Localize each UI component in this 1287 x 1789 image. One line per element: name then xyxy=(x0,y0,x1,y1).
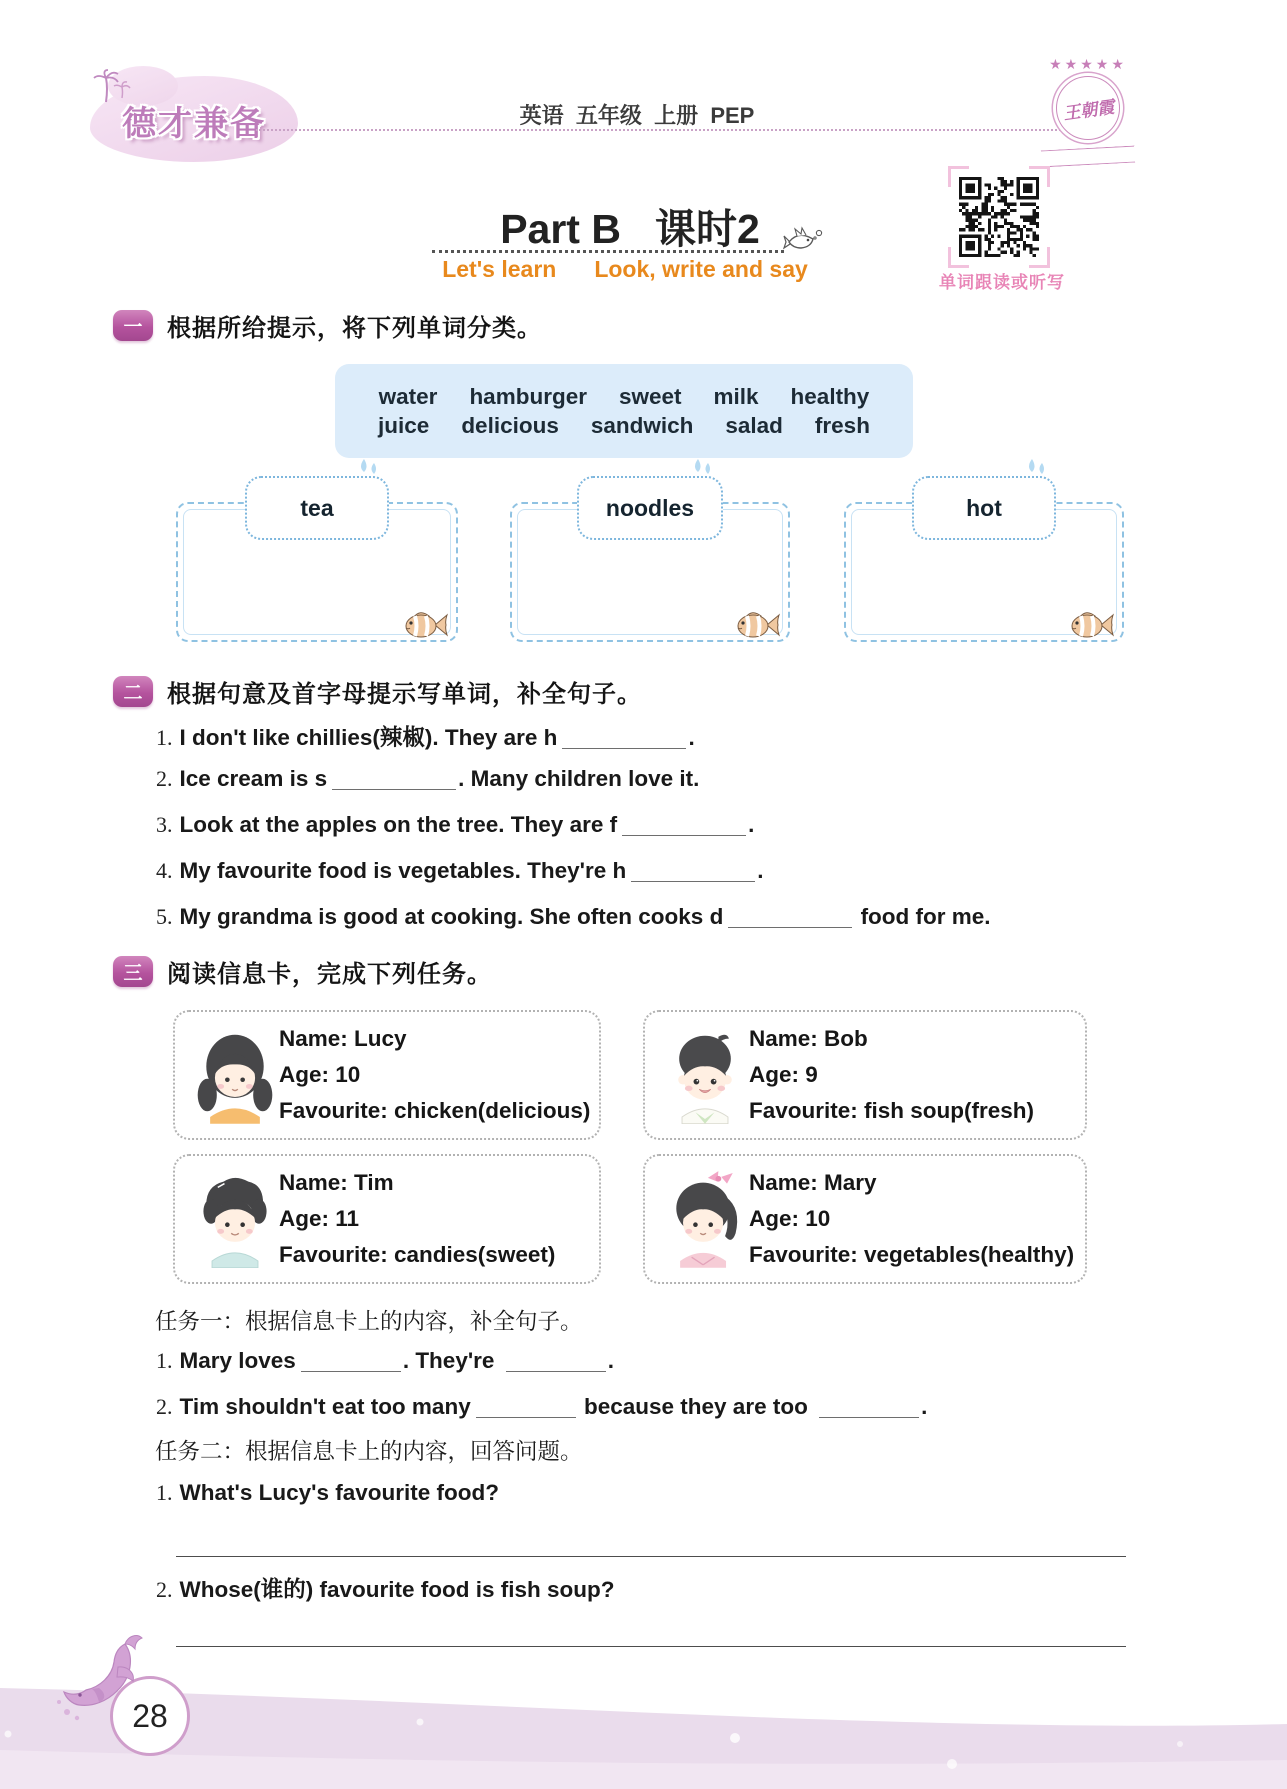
qr-code xyxy=(959,177,1039,257)
card-name: Name: Lucy xyxy=(279,1026,407,1051)
avatar-lucy xyxy=(191,1024,279,1124)
lesson-subtitle-left: Let's learn xyxy=(442,256,557,282)
section2-header xyxy=(113,674,642,709)
card-favourite: Favourite: fish soup(fresh) xyxy=(749,1098,1035,1123)
answer-blank xyxy=(562,726,686,749)
page-title xyxy=(0,196,1260,255)
category-label-hot: hot xyxy=(912,476,1056,540)
word: salad xyxy=(725,412,783,438)
section1-header xyxy=(113,308,542,343)
card-favourite: Favourite: vegetables(healthy) xyxy=(749,1242,1075,1267)
question-text: Whose(谁的) favourite food is fish soup? xyxy=(179,1577,615,1602)
sentence-text: I don't like chillies(辣椒). They are h xyxy=(179,725,558,750)
clownfish-icon xyxy=(1068,608,1116,642)
word: milk xyxy=(713,383,759,409)
stamp-stars-icon: ★★★★★ xyxy=(1049,56,1127,72)
sentence-text: Mary loves xyxy=(179,1348,296,1373)
sentence-text: . They're xyxy=(402,1348,495,1373)
author-stamp xyxy=(1026,56,1150,178)
info-card-mary xyxy=(643,1154,1087,1284)
water-drops-icon xyxy=(356,458,380,480)
fill-blank-sentence xyxy=(156,858,763,884)
word: sandwich xyxy=(590,412,694,438)
section1-badge: 一 xyxy=(113,310,153,341)
card-name: Name: Mary xyxy=(749,1170,877,1195)
section3-title: 阅读信息卡，完成下列任务。 xyxy=(167,961,492,988)
water-drops-icon xyxy=(1024,458,1048,480)
qr-frame xyxy=(948,166,1050,268)
answer-blank xyxy=(728,905,852,928)
task2-label: 任务二：根据信息卡上的内容，回答问题。 xyxy=(155,1439,583,1464)
sentence-number: 5. xyxy=(156,904,173,929)
word: healthy xyxy=(790,383,870,409)
stamp-author-name: 王朝霞 xyxy=(1061,97,1115,123)
info-card-tim xyxy=(173,1154,601,1284)
dolphin-icon xyxy=(55,1632,147,1724)
word: sweet xyxy=(618,383,682,409)
avatar-tim xyxy=(191,1168,279,1268)
sentence-text: . xyxy=(757,858,764,883)
sentence-text: . xyxy=(688,725,695,750)
sentence-text: My grandma is good at cooking. She often cooks d xyxy=(179,904,724,929)
answer-blank xyxy=(476,1395,576,1418)
answer-blank xyxy=(631,859,755,882)
category-label-noodles: noodles xyxy=(577,476,723,540)
sentence-text: . xyxy=(921,1394,928,1419)
sentence-text: . Many children love it. xyxy=(458,766,700,791)
sentence-text: . xyxy=(607,1348,614,1373)
info-card-lucy xyxy=(173,1010,601,1140)
category-label-tea: tea xyxy=(245,476,389,540)
card-age: Age: 10 xyxy=(279,1062,361,1087)
sentence-text: Tim shouldn't eat too many xyxy=(179,1394,471,1419)
sentence-number: 1. xyxy=(156,1480,173,1505)
task2-question xyxy=(156,1480,499,1506)
fill-blank-sentence xyxy=(156,904,991,930)
clownfish-icon xyxy=(734,608,782,642)
section2-title: 根据句意及首字母提示写单词，补全句子。 xyxy=(167,681,642,708)
task1-label: 任务一：根据信息卡上的内容，补全句子。 xyxy=(155,1309,583,1334)
clownfish-icon xyxy=(402,608,450,642)
fill-blank-sentence xyxy=(156,720,695,752)
word: water xyxy=(378,383,438,409)
brand-logo xyxy=(90,72,298,166)
answer-blank xyxy=(301,1349,401,1372)
sentence-number: 2. xyxy=(156,1394,173,1419)
sentence-number: 1. xyxy=(156,1348,173,1373)
sentence-text: My favourite food is vegetables. They're h xyxy=(179,858,627,883)
answer-blank xyxy=(819,1395,919,1418)
page-title-part: Part B xyxy=(500,206,621,252)
sentence-text: Ice cream is s xyxy=(179,766,328,791)
task1-sentence xyxy=(156,1394,927,1420)
word: fresh xyxy=(814,412,870,438)
card-age: Age: 9 xyxy=(749,1062,818,1087)
footer-wave xyxy=(0,1664,1287,1789)
sentence-text: food for me. xyxy=(854,904,991,929)
sentence-number: 2. xyxy=(156,1577,173,1602)
lesson-subtitle-right: Look, write and say xyxy=(594,256,808,282)
section3-badge: 三 xyxy=(113,956,153,987)
avatar-bob xyxy=(661,1024,749,1124)
water-drops-icon xyxy=(690,458,714,480)
sentence-text: because they are too xyxy=(583,1394,808,1419)
stamp-seal xyxy=(1056,76,1120,140)
card-name: Name: Tim xyxy=(279,1170,394,1195)
section1-title: 根据所给提示，将下列单词分类。 xyxy=(167,315,542,342)
section2-badge: 二 xyxy=(113,676,153,707)
answer-blank xyxy=(506,1349,606,1372)
word: delicious xyxy=(461,412,559,438)
qr-caption: 单词跟读或听写 xyxy=(939,273,1065,292)
card-favourite: Favourite: chicken(delicious) xyxy=(279,1098,591,1123)
task2-question xyxy=(156,1572,615,1604)
sentence-number: 1. xyxy=(156,725,173,750)
brand-logo-text: 德才兼备 xyxy=(122,105,266,143)
card-age: Age: 11 xyxy=(279,1206,360,1231)
avatar-mary xyxy=(661,1168,749,1268)
sentence-number: 2. xyxy=(156,766,173,791)
stamp-ribbon xyxy=(1041,146,1136,168)
word: juice xyxy=(378,412,430,438)
word-bank-row xyxy=(378,413,870,439)
task1-sentence xyxy=(156,1348,614,1374)
sentence-number: 4. xyxy=(156,858,173,883)
fill-blank-sentence xyxy=(156,812,754,838)
fill-blank-sentence xyxy=(156,766,699,792)
sentence-number: 3. xyxy=(156,812,173,837)
answer-blank xyxy=(332,767,456,790)
page-number: 28 xyxy=(110,1676,190,1756)
sentence-text: Look at the apples on the tree. They are f xyxy=(179,812,618,837)
info-card-bob xyxy=(643,1010,1087,1140)
header-book-info: 英语 五年级 上册 PEP xyxy=(519,103,755,128)
answer-blank xyxy=(622,813,746,836)
page-title-session: 课时2 xyxy=(654,206,760,252)
question-text: What's Lucy's favourite food? xyxy=(179,1480,499,1505)
answer-line xyxy=(176,1556,1126,1557)
card-name: Name: Bob xyxy=(749,1026,868,1051)
word-bank xyxy=(335,364,913,458)
word: hamburger xyxy=(469,383,587,409)
title-divider xyxy=(432,250,784,253)
fish-doodle-icon xyxy=(782,226,828,258)
sentence-text: . xyxy=(748,812,755,837)
card-favourite: Favourite: candies(sweet) xyxy=(279,1242,556,1267)
answer-line xyxy=(176,1646,1126,1647)
section3-header xyxy=(113,954,492,989)
word-bank-row xyxy=(379,384,870,410)
card-age: Age: 10 xyxy=(749,1206,831,1231)
